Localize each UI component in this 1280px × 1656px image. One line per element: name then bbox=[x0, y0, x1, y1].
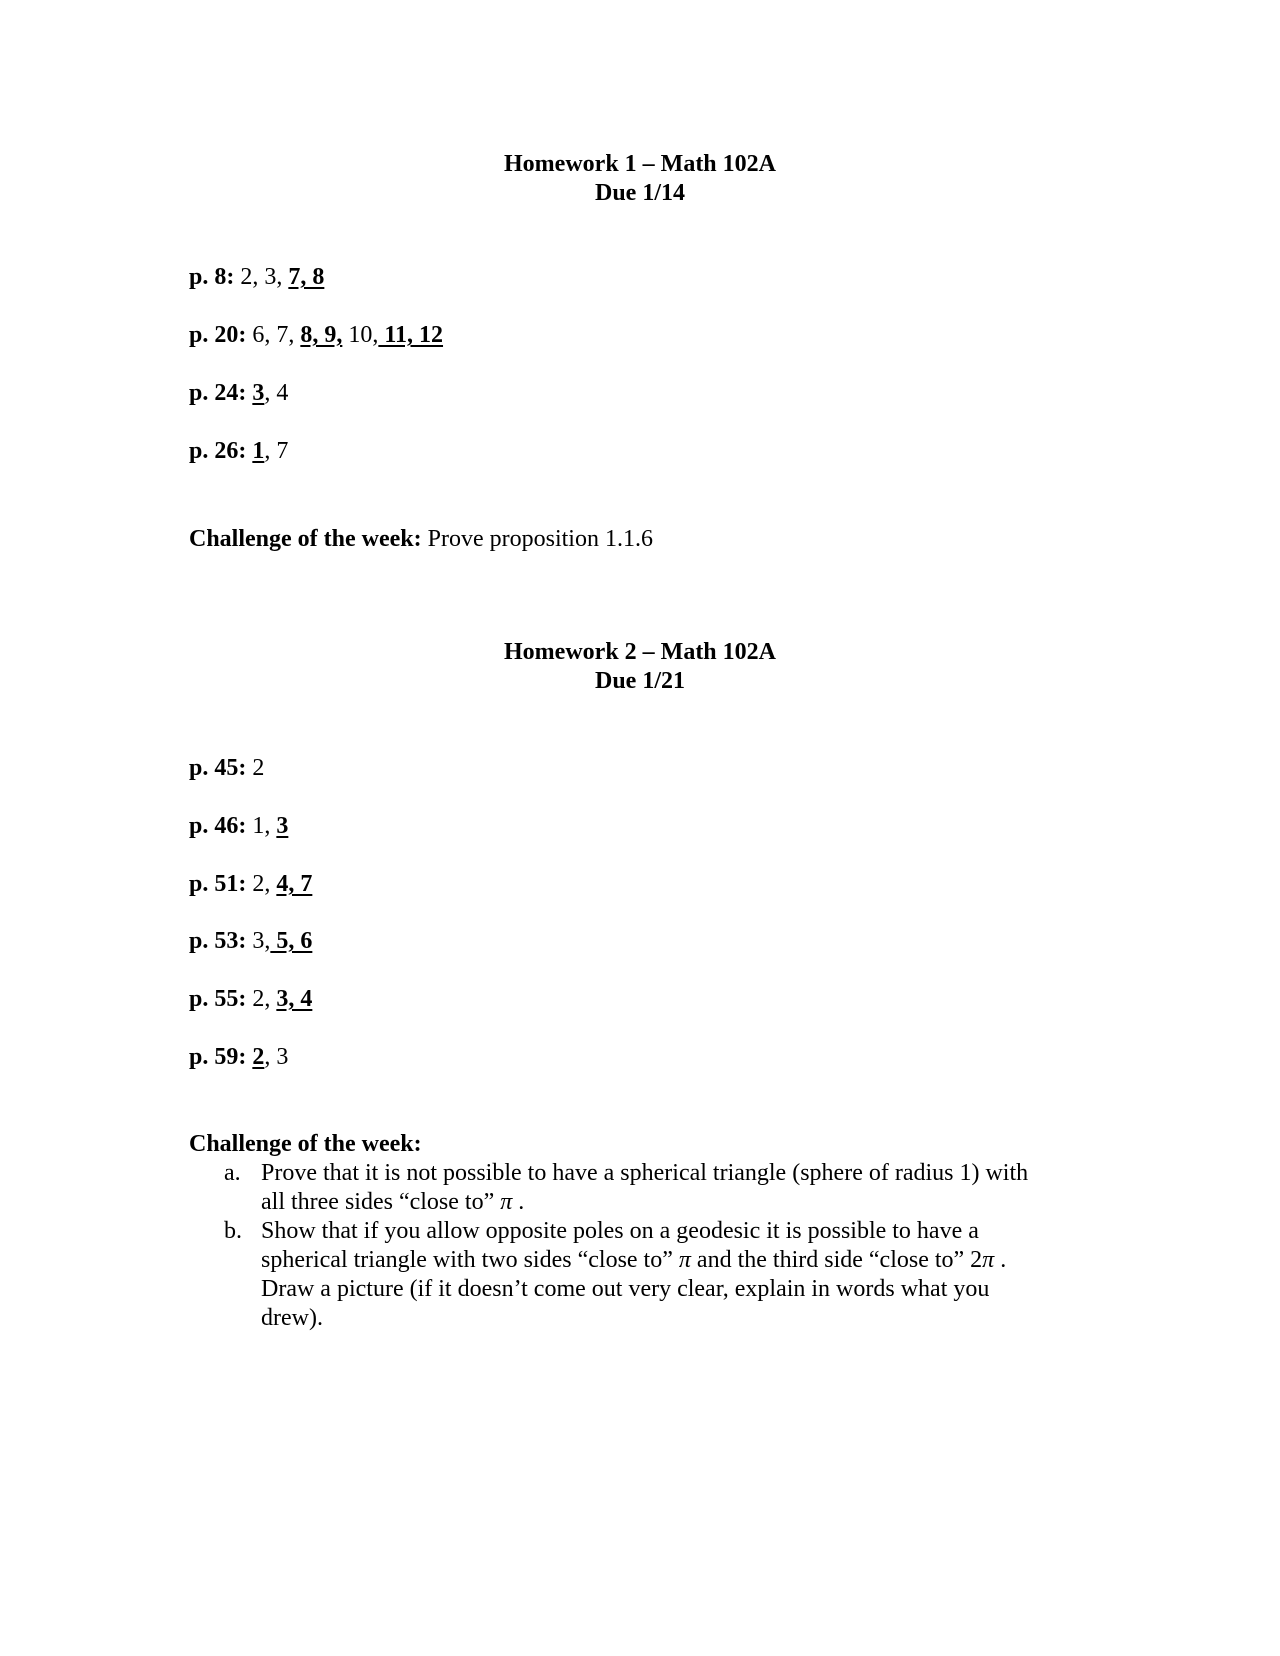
required-problems: 3 bbox=[252, 380, 265, 406]
page-ref: p. 51: bbox=[189, 871, 247, 897]
problem-list: 3, bbox=[246, 928, 271, 954]
list-marker: b. bbox=[224, 1218, 242, 1244]
pi-symbol: π bbox=[500, 1189, 513, 1215]
challenge-line: drew). bbox=[261, 1305, 323, 1331]
required-problems: 2 bbox=[252, 1044, 265, 1070]
problem-list: 10, bbox=[342, 322, 379, 348]
hw1-header bbox=[0, 150, 1280, 208]
hw1-due-date: Due 1/14 bbox=[595, 180, 685, 206]
hw2-row-p45 bbox=[189, 753, 264, 783]
challenge-line: Draw a picture (if it doesn’t come out very clear, explain in words what you bbox=[261, 1276, 990, 1302]
page-ref: p. 55: bbox=[189, 986, 247, 1012]
hw1-row-p8 bbox=[189, 262, 324, 292]
page-ref: p. 46: bbox=[189, 813, 247, 839]
challenge-label: Challenge of the week: bbox=[189, 1131, 422, 1157]
hw1-row-p24 bbox=[189, 378, 288, 408]
required-problems: 8, 9, bbox=[300, 322, 343, 348]
challenge-line: Show that if you allow opposite poles on a geodesic it is possible to have a bbox=[261, 1218, 979, 1244]
page-ref: p. 26: bbox=[189, 438, 247, 464]
problem-list: 2, 3, bbox=[234, 264, 289, 290]
required-problems: 1 bbox=[252, 438, 265, 464]
problem-list: 2, bbox=[246, 871, 277, 897]
problem-list: , 7 bbox=[264, 438, 289, 464]
challenge-text: spherical triangle with two sides “close to” bbox=[261, 1247, 679, 1273]
challenge-line bbox=[261, 1246, 1089, 1275]
page-ref: p. 59: bbox=[189, 1044, 247, 1070]
challenge-item-b bbox=[189, 1217, 1089, 1333]
hw2-row-p55 bbox=[189, 984, 312, 1014]
challenge-text: . bbox=[994, 1247, 1007, 1273]
required-problems: 3, 4 bbox=[276, 986, 313, 1012]
problem-list: 6, 7, bbox=[246, 322, 301, 348]
hw2-due-date: Due 1/21 bbox=[595, 668, 685, 694]
list-marker: a. bbox=[224, 1160, 241, 1186]
hw2-row-p46 bbox=[189, 811, 288, 841]
hw1-row-p26 bbox=[189, 436, 288, 466]
hw2-row-p59 bbox=[189, 1042, 288, 1072]
required-problems: 3 bbox=[276, 813, 289, 839]
required-problems: 7, 8 bbox=[288, 264, 325, 290]
page-ref: p. 20: bbox=[189, 322, 247, 348]
page-ref: p. 24: bbox=[189, 380, 247, 406]
hw2-challenge bbox=[189, 1130, 1089, 1333]
page-ref: p. 53: bbox=[189, 928, 247, 954]
pi-symbol: π bbox=[982, 1247, 995, 1273]
hw2-row-p53 bbox=[189, 926, 312, 956]
hw2-title: Homework 2 – Math 102A bbox=[504, 639, 776, 665]
problem-list: 2 bbox=[246, 755, 265, 781]
challenge-text: . bbox=[512, 1189, 525, 1215]
page-ref: p. 8: bbox=[189, 264, 235, 290]
problem-list: , 3 bbox=[264, 1044, 289, 1070]
hw2-row-p51 bbox=[189, 869, 312, 899]
hw1-challenge bbox=[189, 524, 653, 554]
required-problems: 4, 7 bbox=[276, 871, 313, 897]
hw1-title: Homework 1 – Math 102A bbox=[504, 151, 776, 177]
hw1-row-p20 bbox=[189, 320, 443, 350]
pi-symbol: π bbox=[678, 1247, 691, 1273]
page-ref: p. 45: bbox=[189, 755, 247, 781]
problem-list: 1, bbox=[246, 813, 277, 839]
challenge-item-a bbox=[189, 1159, 1089, 1217]
problem-list: 2, bbox=[246, 986, 277, 1012]
challenge-text: and the third side “close to” 2 bbox=[690, 1247, 983, 1273]
problem-list: , 4 bbox=[264, 380, 289, 406]
required-problems: 5, 6 bbox=[270, 928, 313, 954]
challenge-line bbox=[261, 1188, 1089, 1217]
hw2-header bbox=[0, 638, 1280, 696]
challenge-line: Prove that it is not possible to have a spherical triangle (sphere of radius 1) with bbox=[261, 1160, 1029, 1186]
required-problems: 11, 12 bbox=[378, 322, 444, 348]
challenge-label: Challenge of the week: bbox=[189, 526, 422, 552]
challenge-text: all three sides “close to” bbox=[261, 1189, 501, 1215]
challenge-text: Prove proposition 1.1.6 bbox=[421, 526, 653, 552]
